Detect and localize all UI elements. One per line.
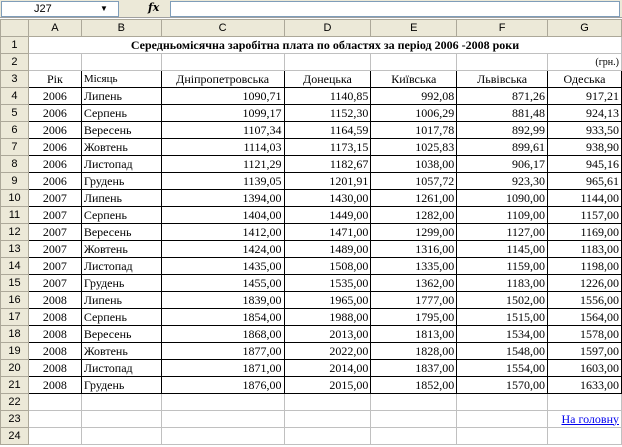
year-cell[interactable]: 2006: [28, 122, 81, 139]
table-row: [1, 190, 622, 207]
month-cell[interactable]: Листопад: [81, 156, 161, 173]
table-row: [1, 122, 622, 139]
value-cell[interactable]: 1394,00: [161, 190, 284, 207]
row-header[interactable]: 14: [1, 258, 29, 275]
row-header[interactable]: 21: [1, 377, 29, 394]
month-cell[interactable]: Грудень: [81, 377, 161, 394]
value-cell[interactable]: 1449,00: [284, 207, 371, 224]
cell[interactable]: [371, 411, 457, 428]
year-cell[interactable]: 2006: [28, 173, 81, 190]
month-cell[interactable]: Липень: [81, 190, 161, 207]
table-row: [1, 292, 622, 309]
value-cell[interactable]: 1430,00: [284, 190, 371, 207]
value-cell[interactable]: 1282,00: [371, 207, 457, 224]
table-row: [1, 156, 622, 173]
value-cell[interactable]: 1316,00: [371, 241, 457, 258]
value-cell[interactable]: 923,30: [457, 173, 548, 190]
header-odesa[interactable]: Одеська: [548, 71, 622, 88]
cell[interactable]: [548, 411, 622, 428]
value-cell[interactable]: 1201,91: [284, 173, 371, 190]
value-cell[interactable]: 1852,00: [371, 377, 457, 394]
row-header[interactable]: 2: [1, 54, 29, 71]
value-cell[interactable]: 992,08: [371, 88, 457, 105]
cell[interactable]: [457, 394, 548, 411]
row-header[interactable]: 15: [1, 275, 29, 292]
value-cell[interactable]: 1828,00: [371, 343, 457, 360]
sheet-row: [1, 428, 622, 445]
year-cell[interactable]: 2006: [28, 88, 81, 105]
year-cell[interactable]: 2008: [28, 326, 81, 343]
value-cell[interactable]: 2014,00: [284, 360, 371, 377]
column-header-b[interactable]: B: [81, 20, 161, 37]
row-header[interactable]: 4: [1, 88, 29, 105]
value-cell[interactable]: 1261,00: [371, 190, 457, 207]
value-cell[interactable]: 1965,00: [284, 292, 371, 309]
value-cell[interactable]: 1777,00: [371, 292, 457, 309]
cell[interactable]: [161, 428, 284, 445]
value-cell[interactable]: 1107,34: [161, 122, 284, 139]
row-header[interactable]: 5: [1, 105, 29, 122]
cell[interactable]: [284, 428, 371, 445]
row-header[interactable]: 18: [1, 326, 29, 343]
column-header-row: [1, 20, 622, 37]
year-cell[interactable]: 2007: [28, 258, 81, 275]
year-cell[interactable]: 2006: [28, 139, 81, 156]
value-cell[interactable]: 871,26: [457, 88, 548, 105]
column-header-g[interactable]: G: [548, 20, 622, 37]
month-cell[interactable]: Вересень: [81, 122, 161, 139]
value-cell[interactable]: 1173,15: [284, 139, 371, 156]
value-cell[interactable]: 1489,00: [284, 241, 371, 258]
sheet-row: [1, 71, 622, 88]
value-cell[interactable]: 933,50: [548, 122, 622, 139]
month-cell[interactable]: Серпень: [81, 309, 161, 326]
value-cell[interactable]: 1578,00: [548, 326, 622, 343]
column-header-c[interactable]: C: [161, 20, 284, 37]
value-cell[interactable]: 1164,59: [284, 122, 371, 139]
row-header[interactable]: 7: [1, 139, 29, 156]
formula-input[interactable]: [170, 1, 620, 17]
month-cell[interactable]: Грудень: [81, 173, 161, 190]
month-cell[interactable]: Жовтень: [81, 139, 161, 156]
value-cell[interactable]: 917,21: [548, 88, 622, 105]
table-row: [1, 258, 622, 275]
spreadsheet-grid: [0, 19, 622, 445]
sheet-title[interactable]: Середньомісячна заробітна плата по областях за період 2006 -2008 роки: [28, 37, 621, 54]
row-header[interactable]: 3: [1, 71, 29, 88]
year-cell[interactable]: 2008: [28, 309, 81, 326]
cell[interactable]: [161, 411, 284, 428]
row-header[interactable]: 22: [1, 394, 29, 411]
year-cell[interactable]: 2007: [28, 241, 81, 258]
value-cell[interactable]: 1548,00: [457, 343, 548, 360]
cell[interactable]: [457, 428, 548, 445]
cell[interactable]: [371, 394, 457, 411]
value-cell[interactable]: 1455,00: [161, 275, 284, 292]
row-header[interactable]: 8: [1, 156, 29, 173]
value-cell[interactable]: 1169,00: [548, 224, 622, 241]
table-row: [1, 207, 622, 224]
value-cell[interactable]: 1515,00: [457, 309, 548, 326]
table-row: [1, 326, 622, 343]
value-cell[interactable]: 1198,00: [548, 258, 622, 275]
table-row: [1, 360, 622, 377]
cell[interactable]: [81, 428, 161, 445]
month-cell[interactable]: Вересень: [81, 224, 161, 241]
value-cell[interactable]: 965,61: [548, 173, 622, 190]
value-cell[interactable]: 1335,00: [371, 258, 457, 275]
cell[interactable]: [371, 54, 457, 71]
row-header[interactable]: 23: [1, 411, 29, 428]
month-cell[interactable]: Липень: [81, 292, 161, 309]
value-cell[interactable]: 1114,03: [161, 139, 284, 156]
cell[interactable]: [81, 411, 161, 428]
row-header[interactable]: 6: [1, 122, 29, 139]
table-row: [1, 275, 622, 292]
value-cell[interactable]: 1226,00: [548, 275, 622, 292]
chevron-down-icon[interactable]: ▼: [100, 4, 108, 13]
value-cell[interactable]: 1471,00: [284, 224, 371, 241]
value-cell[interactable]: 1017,78: [371, 122, 457, 139]
value-cell[interactable]: 1299,00: [371, 224, 457, 241]
value-cell[interactable]: 1839,00: [161, 292, 284, 309]
year-cell[interactable]: 2008: [28, 377, 81, 394]
table-row: [1, 377, 622, 394]
header-month[interactable]: Місяць: [81, 71, 161, 88]
value-cell[interactable]: 1535,00: [284, 275, 371, 292]
row-header[interactable]: 9: [1, 173, 29, 190]
year-cell[interactable]: 2006: [28, 105, 81, 122]
value-cell[interactable]: 945,16: [548, 156, 622, 173]
value-cell[interactable]: 1362,00: [371, 275, 457, 292]
header-donetsk[interactable]: Донецька: [284, 71, 371, 88]
value-cell[interactable]: 899,61: [457, 139, 548, 156]
name-box-value: J27: [34, 3, 52, 15]
value-cell[interactable]: 1508,00: [284, 258, 371, 275]
value-cell[interactable]: 1157,00: [548, 207, 622, 224]
formula-bar: [0, 0, 622, 18]
value-cell[interactable]: 2022,00: [284, 343, 371, 360]
sheet-row: [1, 411, 622, 428]
month-cell[interactable]: Серпень: [81, 105, 161, 122]
value-cell[interactable]: 1633,00: [548, 377, 622, 394]
value-cell[interactable]: 1159,00: [457, 258, 548, 275]
value-cell[interactable]: 1435,00: [161, 258, 284, 275]
value-cell[interactable]: 1025,83: [371, 139, 457, 156]
month-cell[interactable]: Липень: [81, 88, 161, 105]
year-cell[interactable]: 2007: [28, 224, 81, 241]
value-cell[interactable]: 1854,00: [161, 309, 284, 326]
row-header[interactable]: 13: [1, 241, 29, 258]
year-cell[interactable]: 2007: [28, 190, 81, 207]
value-cell[interactable]: 1876,00: [161, 377, 284, 394]
value-cell[interactable]: 1090,71: [161, 88, 284, 105]
name-box[interactable]: [1, 1, 119, 17]
cell[interactable]: [284, 54, 371, 71]
home-link[interactable]: На головну: [561, 411, 619, 426]
table-row: [1, 343, 622, 360]
select-all-corner[interactable]: [1, 20, 29, 37]
table-row: [1, 88, 622, 105]
value-cell[interactable]: 1183,00: [457, 275, 548, 292]
value-cell[interactable]: 1988,00: [284, 309, 371, 326]
month-cell[interactable]: Серпень: [81, 207, 161, 224]
column-header-a[interactable]: A: [28, 20, 81, 37]
value-cell[interactable]: 938,90: [548, 139, 622, 156]
value-cell[interactable]: 1597,00: [548, 343, 622, 360]
value-cell[interactable]: 1121,29: [161, 156, 284, 173]
sheet-row: [1, 37, 622, 54]
value-cell[interactable]: 1813,00: [371, 326, 457, 343]
year-cell[interactable]: 2006: [28, 156, 81, 173]
value-cell[interactable]: 1404,00: [161, 207, 284, 224]
cell[interactable]: [81, 394, 161, 411]
cell[interactable]: [548, 394, 622, 411]
cell[interactable]: [161, 394, 284, 411]
table-row: [1, 241, 622, 258]
value-cell[interactable]: 1099,17: [161, 105, 284, 122]
value-cell[interactable]: 1006,29: [371, 105, 457, 122]
month-cell[interactable]: Листопад: [81, 258, 161, 275]
value-cell[interactable]: 1182,67: [284, 156, 371, 173]
row-header[interactable]: 1: [1, 37, 29, 54]
value-cell[interactable]: 1556,00: [548, 292, 622, 309]
value-cell[interactable]: 2015,00: [284, 377, 371, 394]
cell[interactable]: [284, 411, 371, 428]
table-row: [1, 173, 622, 190]
value-cell[interactable]: 1183,00: [548, 241, 622, 258]
value-cell[interactable]: 1868,00: [161, 326, 284, 343]
column-header-e[interactable]: E: [371, 20, 457, 37]
value-cell[interactable]: 1554,00: [457, 360, 548, 377]
sheet-row: [1, 394, 622, 411]
row-header[interactable]: 17: [1, 309, 29, 326]
month-cell[interactable]: Грудень: [81, 275, 161, 292]
value-cell[interactable]: 892,99: [457, 122, 548, 139]
year-cell[interactable]: 2008: [28, 292, 81, 309]
cell[interactable]: [161, 54, 284, 71]
value-cell[interactable]: 1502,00: [457, 292, 548, 309]
row-header[interactable]: 16: [1, 292, 29, 309]
value-cell[interactable]: 1144,00: [548, 190, 622, 207]
cell[interactable]: [28, 394, 81, 411]
value-cell[interactable]: 1570,00: [457, 377, 548, 394]
year-cell[interactable]: 2007: [28, 275, 81, 292]
sheet-row: [1, 54, 622, 71]
month-cell[interactable]: Вересень: [81, 326, 161, 343]
value-cell[interactable]: 1603,00: [548, 360, 622, 377]
value-cell[interactable]: 1145,00: [457, 241, 548, 258]
row-header[interactable]: 10: [1, 190, 29, 207]
cell[interactable]: [371, 428, 457, 445]
value-cell[interactable]: 1127,00: [457, 224, 548, 241]
cell[interactable]: [81, 54, 161, 71]
month-cell[interactable]: Жовтень: [81, 343, 161, 360]
cell[interactable]: [284, 394, 371, 411]
value-cell[interactable]: 1877,00: [161, 343, 284, 360]
year-cell[interactable]: 2008: [28, 343, 81, 360]
value-cell[interactable]: 1152,30: [284, 105, 371, 122]
table-row: [1, 139, 622, 156]
value-cell[interactable]: 1564,00: [548, 309, 622, 326]
month-cell[interactable]: Листопад: [81, 360, 161, 377]
value-cell[interactable]: 1412,00: [161, 224, 284, 241]
month-cell[interactable]: Жовтень: [81, 241, 161, 258]
unit-label[interactable]: (грн.): [548, 54, 622, 71]
value-cell[interactable]: 906,17: [457, 156, 548, 173]
table-row: [1, 309, 622, 326]
value-cell[interactable]: 1534,00: [457, 326, 548, 343]
year-cell[interactable]: 2007: [28, 207, 81, 224]
row-header[interactable]: 11: [1, 207, 29, 224]
cell[interactable]: [457, 411, 548, 428]
table-row: [1, 224, 622, 241]
cell[interactable]: [548, 428, 622, 445]
row-header[interactable]: 19: [1, 343, 29, 360]
value-cell[interactable]: 1871,00: [161, 360, 284, 377]
value-cell[interactable]: 924,13: [548, 105, 622, 122]
row-header[interactable]: 12: [1, 224, 29, 241]
value-cell[interactable]: 881,48: [457, 105, 548, 122]
table-row: [1, 105, 622, 122]
value-cell[interactable]: 1424,00: [161, 241, 284, 258]
value-cell[interactable]: 1038,00: [371, 156, 457, 173]
value-cell[interactable]: 2013,00: [284, 326, 371, 343]
cell[interactable]: [28, 411, 81, 428]
cell[interactable]: [28, 54, 81, 71]
header-dnipropetrovsk[interactable]: Дніпропетровська: [161, 71, 284, 88]
value-cell[interactable]: 1139,05: [161, 173, 284, 190]
header-year[interactable]: Рік: [28, 71, 81, 88]
cell[interactable]: [28, 428, 81, 445]
value-cell[interactable]: 1837,00: [371, 360, 457, 377]
value-cell[interactable]: 1140,85: [284, 88, 371, 105]
value-cell[interactable]: 1090,00: [457, 190, 548, 207]
column-header-f[interactable]: F: [457, 20, 548, 37]
function-icon[interactable]: fx: [148, 1, 160, 14]
row-header[interactable]: 20: [1, 360, 29, 377]
header-lviv[interactable]: Львівська: [457, 71, 548, 88]
column-header-d[interactable]: D: [284, 20, 371, 37]
value-cell[interactable]: 1795,00: [371, 309, 457, 326]
header-kyiv[interactable]: Київська: [371, 71, 457, 88]
row-header[interactable]: 24: [1, 428, 29, 445]
value-cell[interactable]: 1057,72: [371, 173, 457, 190]
cell[interactable]: [457, 54, 548, 71]
year-cell[interactable]: 2008: [28, 360, 81, 377]
value-cell[interactable]: 1109,00: [457, 207, 548, 224]
